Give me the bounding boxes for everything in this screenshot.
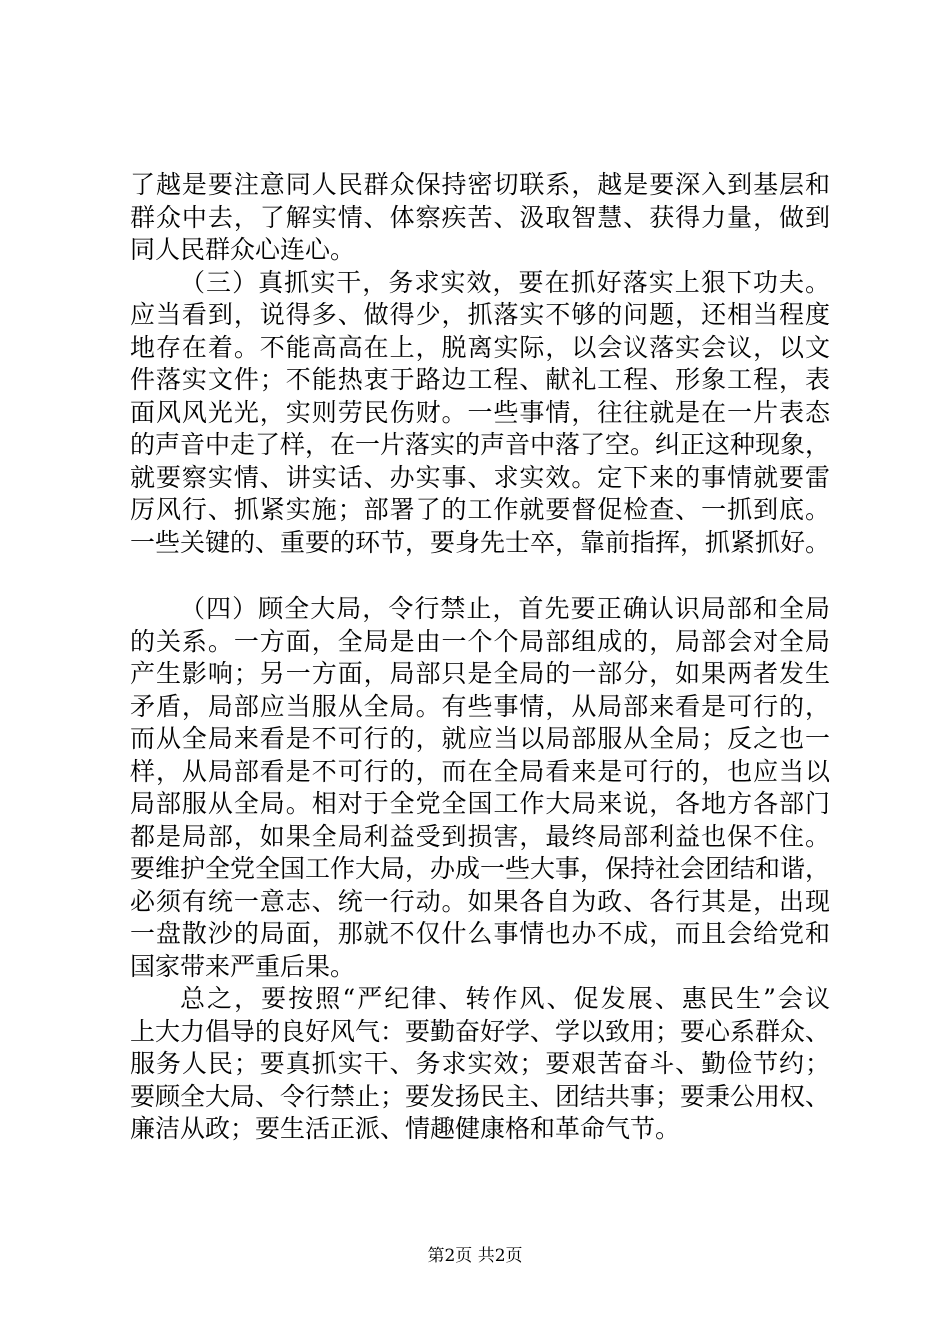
text-line: 局部服从全局。相对于全党全国工作大局来说，各地方各部门 <box>130 789 830 818</box>
text-line: 厉风行、抓紧实施；部署了的工作就要督促检查、一抓到底。 <box>130 495 830 524</box>
document-body <box>130 169 830 1146</box>
text-line: 上大力倡导的良好风气：要勤奋好学、学以致用；要心系群众、 <box>130 1016 831 1046</box>
text-line: 矛盾，局部应当服从全局。有些事情，从局部来看是可行的， <box>130 691 830 721</box>
text-line: 要顾全大局、令行禁止；要发扬民主、团结共事；要秉公用权、 <box>130 1081 831 1111</box>
text-line: 要维护全党全国工作大局，办成一些大事，保持社会团结和谐， <box>130 854 831 883</box>
text-line: 就要察实情、讲实话、办实事、求实效。定下来的事情就要雷 <box>130 462 830 492</box>
text-line: 的关系。一方面，全局是由一个个局部组成的，局部会对全局 <box>130 626 830 656</box>
paragraph-gap <box>130 559 830 593</box>
text-line: 的声音中走了样，在一片落实的声音中落了空。纠正这种现象， <box>130 430 831 459</box>
text-line: 地存在着。不能高高在上，脱离实际，以会议落实会议，以文 <box>130 332 830 362</box>
text-line: 群众中去，了解实情、体察疾苦、汲取智慧、获得力量，做到 <box>130 202 830 232</box>
text-line: 样，从局部看是不可行的，而在全局看来是可行的，也应当以 <box>130 756 830 786</box>
paragraph <box>130 593 830 983</box>
text-line: 而从全局来看是不可行的，就应当以局部服从全局；反之也一 <box>130 724 830 753</box>
paragraph <box>130 169 830 267</box>
text-line: 都是局部，如果全局利益受到损害，最终局部利益也保不住。 <box>130 821 830 851</box>
text-line: 了越是要注意同人民群众保持密切联系，越是要深入到基层和 <box>130 170 830 199</box>
text-line: 一盘散沙的局面，那就不仅什么事情也办不成，而且会给党和 <box>130 919 830 948</box>
text-line: 产生影响；另一方面，局部只是全局的一部分，如果两者发生 <box>130 659 830 688</box>
text-line: 面风风光光，实则劳民伤财。一些事情，往往就是在一片表态 <box>130 397 830 427</box>
text-line: 国家带来严重后果。 <box>130 951 356 981</box>
text-line: 必须有统一意志、统一行动。如果各自为政、各行其是，出现 <box>130 886 830 916</box>
text-line: （四）顾全大局，令行禁止，首先要正确认识局部和全局 <box>180 594 830 623</box>
text-line: 一些关键的、重要的环节，要身先士卒，靠前指挥，抓紧抓好。 <box>130 527 831 557</box>
text-line: 服务人民；要真抓实干、务求实效；要艰苦奋斗、勤俭节约； <box>130 1049 830 1078</box>
text-line: 件落实文件；不能热衷于路边工程、献礼工程、形象工程，表 <box>130 365 830 394</box>
text-line: （三）真抓实干，务求实效，要在抓好落实上狠下功夫。 <box>180 267 830 297</box>
text-line: 廉洁从政；要生活正派、情趣健康格和革命气节。 <box>130 1114 681 1143</box>
page-footer <box>0 1244 950 1268</box>
text-line: 总之，要按照“严纪律、转作风、促发展、惠民生”会议 <box>180 984 830 1013</box>
text-line: 同人民群众心连心。 <box>130 235 356 264</box>
page-number-label: 第2页 共2页 <box>427 1246 523 1266</box>
paragraph <box>130 983 830 1146</box>
text-line: 应当看到，说得多、做得少，抓落实不够的问题，还相当程度 <box>130 300 830 329</box>
paragraph <box>130 267 830 560</box>
